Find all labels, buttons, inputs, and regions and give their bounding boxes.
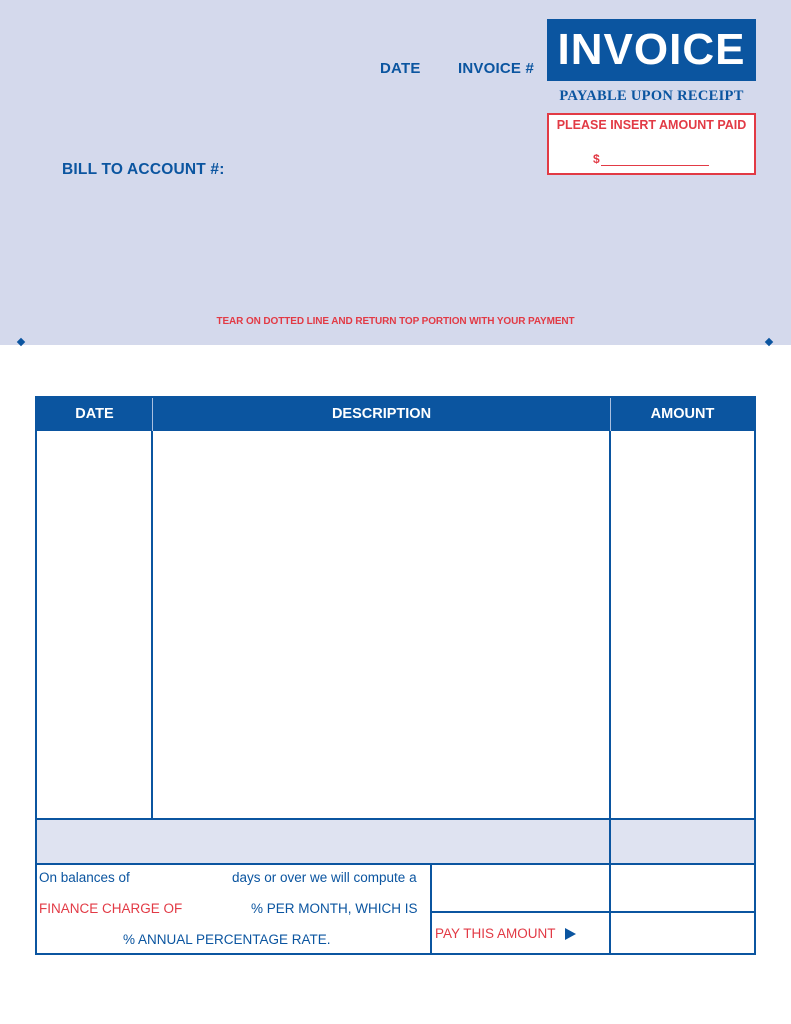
- total-due-cell[interactable]: [611, 913, 754, 953]
- arrow-right-icon: [565, 928, 576, 940]
- column-divider: [151, 431, 153, 820]
- subtotal-amount-cell[interactable]: [611, 820, 754, 863]
- amount-paid-field[interactable]: [593, 152, 709, 166]
- terms-per-month-text: % PER MONTH, WHICH IS: [251, 901, 418, 916]
- pay-this-amount-label: [435, 926, 576, 941]
- terms-apr-text: % ANNUAL PERCENTAGE RATE.: [123, 932, 331, 947]
- terms-balances-text: On balances of: [39, 870, 130, 885]
- pay-this-amount-text: PAY THIS AMOUNT: [435, 926, 556, 941]
- date-column-body[interactable]: [37, 431, 151, 818]
- finance-charge-cell[interactable]: [432, 865, 609, 911]
- invoice-title: INVOICE: [547, 19, 756, 81]
- column-header-description: DESCRIPTION: [331, 406, 432, 422]
- amount-column-body[interactable]: [611, 431, 754, 818]
- finance-charge-amount-cell[interactable]: [611, 865, 754, 911]
- date-label: DATE: [380, 60, 421, 77]
- amount-paid-box[interactable]: [547, 113, 756, 175]
- column-header-amount: AMOUNT: [650, 406, 715, 422]
- row-divider: [37, 818, 754, 820]
- column-header-date: DATE: [75, 406, 114, 422]
- bill-to-label: BILL TO ACCOUNT #:: [62, 161, 225, 178]
- tear-instruction: TEAR ON DOTTED LINE AND RETURN TOP PORTION WITH YOUR PAYMENT: [216, 316, 575, 327]
- column-divider: [609, 431, 611, 865]
- finance-charge-label: FINANCE CHARGE OF: [39, 901, 183, 916]
- invoice-number-label: INVOICE #: [458, 60, 534, 77]
- description-column-body[interactable]: [153, 431, 609, 818]
- amount-paid-title: PLEASE INSERT AMOUNT PAID: [556, 118, 747, 132]
- table-header: [37, 398, 754, 431]
- dollar-sign: $: [593, 152, 600, 166]
- payable-note: PAYABLE UPON RECEIPT: [559, 88, 744, 104]
- amount-paid-blank[interactable]: [601, 155, 709, 166]
- line-items-table: [35, 396, 756, 955]
- terms-days-text: days or over we will compute a: [232, 870, 417, 885]
